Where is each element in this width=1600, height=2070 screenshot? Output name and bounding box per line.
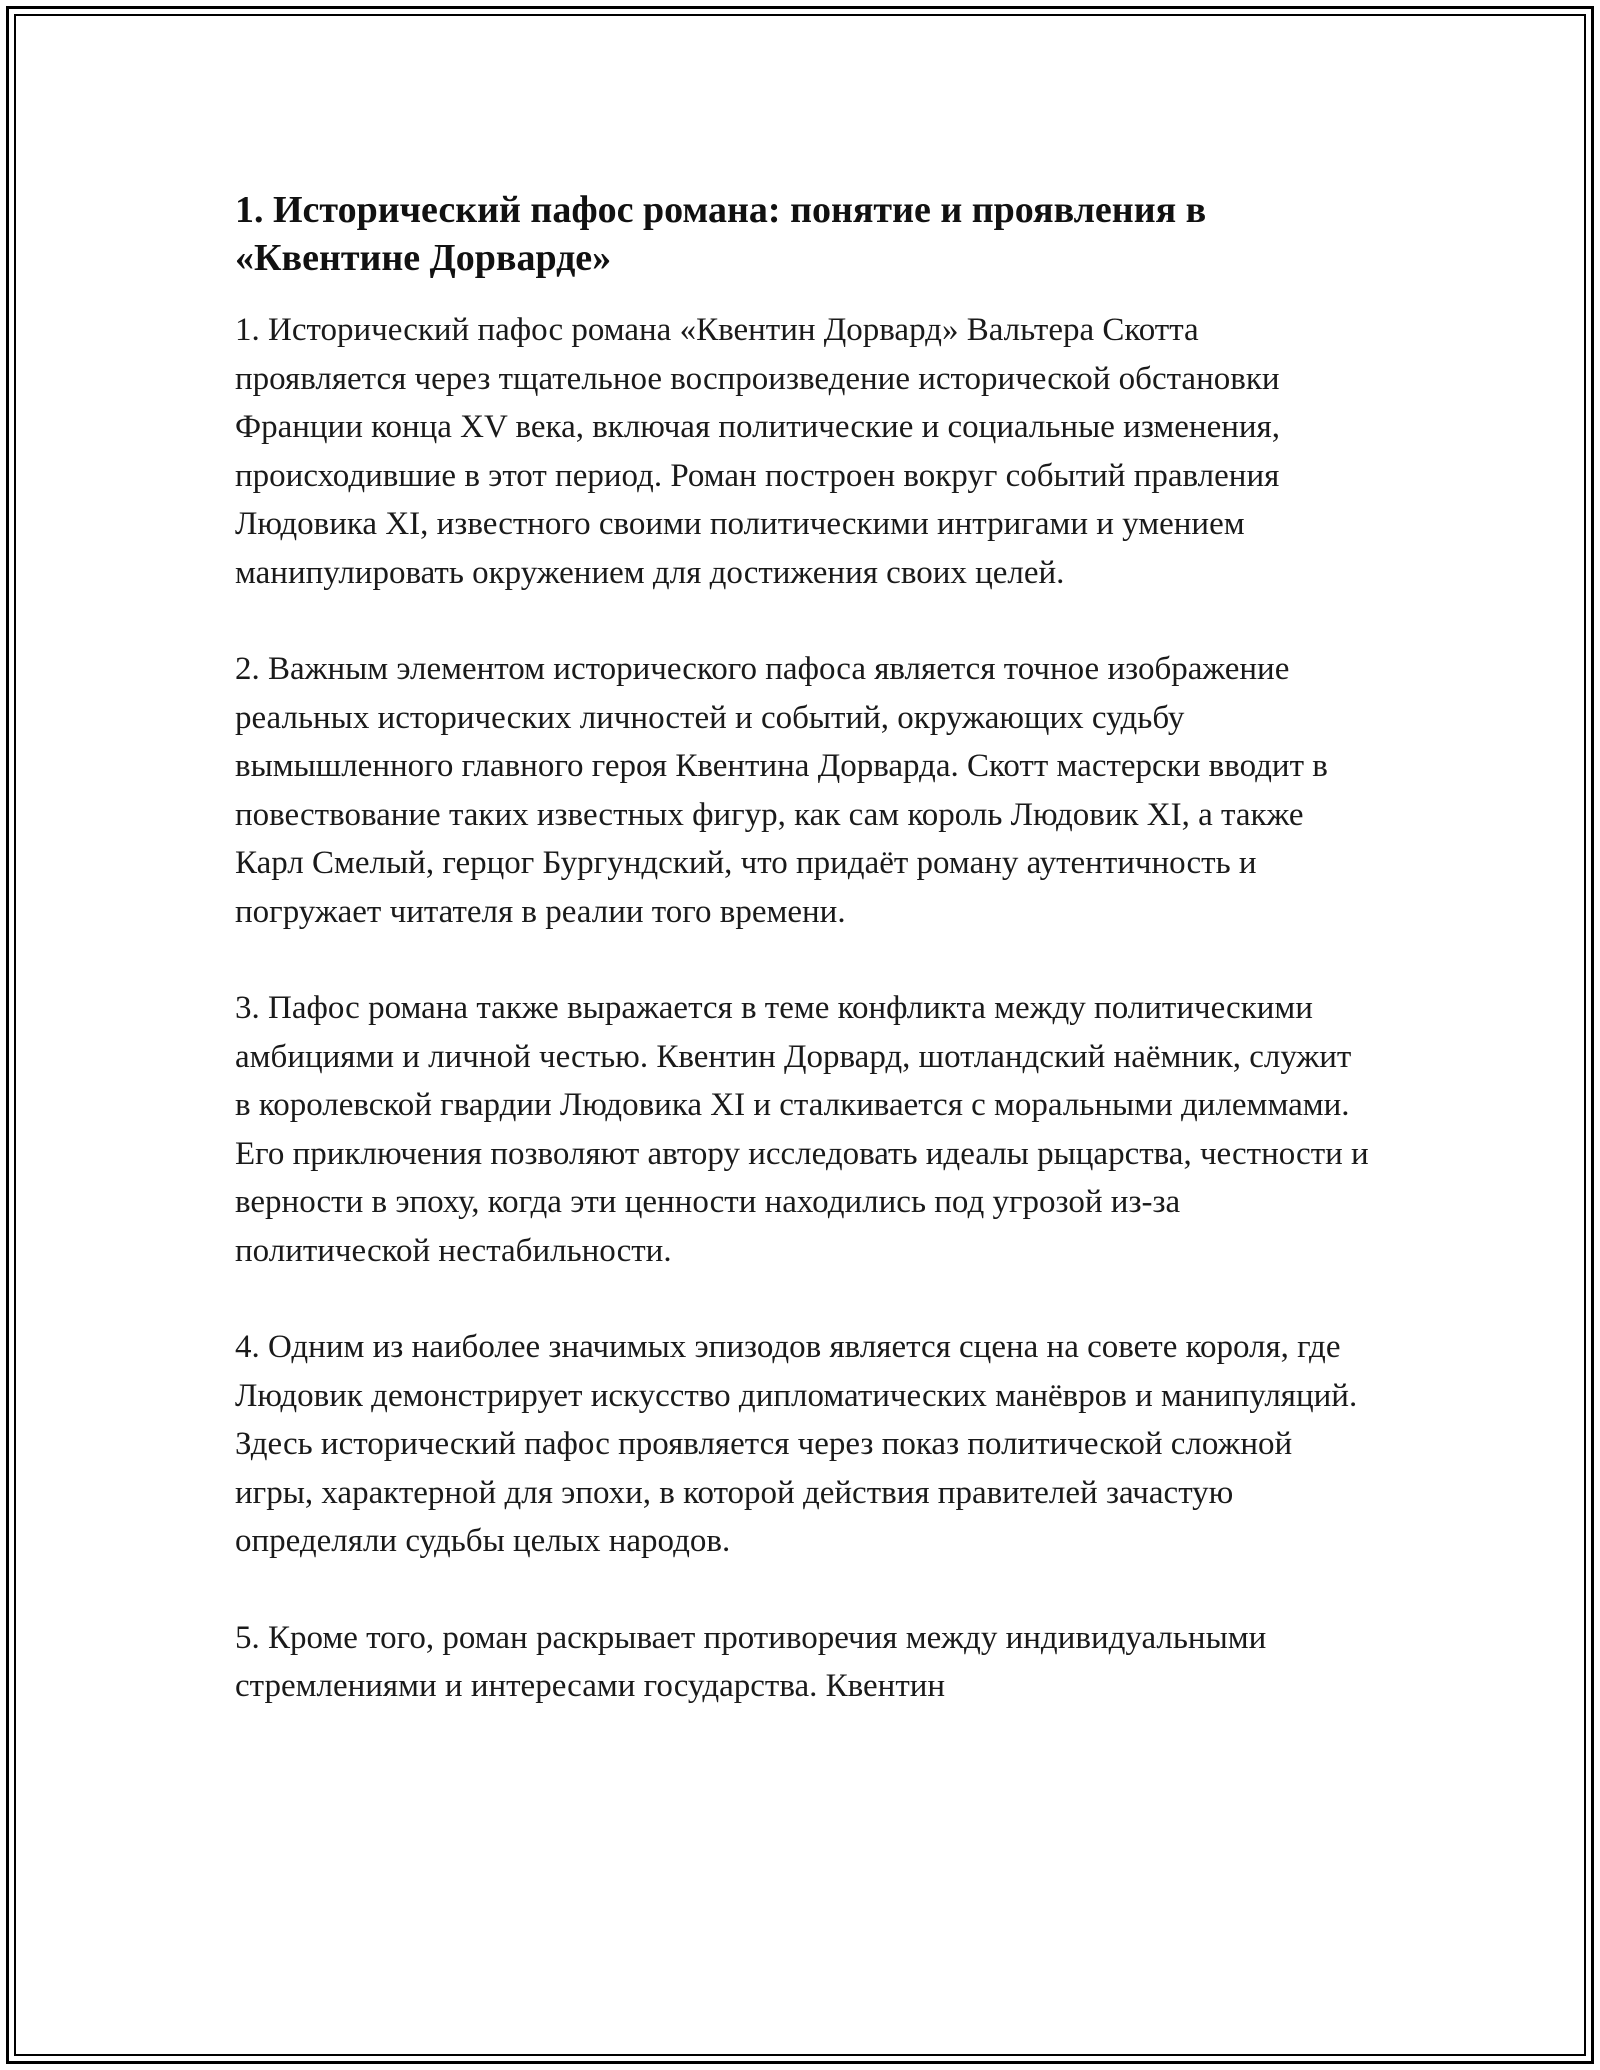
document-body: [235, 186, 1370, 1759]
section-heading: 1. Исторический пафос романа: понятие и проявления в «Квентине Дорварде»: [235, 189, 1207, 279]
paragraph-3: 3. Пафос романа также выражается в теме конфликта между политическими амбициями и личной честью. Квентин Дорвард, шотландский наёмник, служит в королевской гвардии Людовика XI и сталкивается с моральными дилеммами. Его приключения позволяют автору исследовать идеалы рыцарства, честности и верности в эпоху, когда эти ценности находились под угрозой из-за политической нестабильности.: [235, 990, 1369, 1269]
paragraph-4: 4. Одним из наиболее значимых эпизодов является сцена на совете короля, где Людовик демонстрирует искусство дипломатических манёвров и манипуляций. Здесь исторический пафос проявляется через показ политической сложной игры, характерной для эпохи, в которой действия правителей зачастую определяли судьбы целых народов.: [235, 1329, 1358, 1559]
paragraph-1: 1. Исторический пафос романа «Квентин Дорвард» Вальтера Скотта проявляется через тщательное воспроизведение исторической обстановки Франции конца XV века, включая политические и социальные изменения, происходившие в этот период. Роман построен вокруг событий правления Людовика XI, известного своими политическими интригами и умением манипулировать окружением для достижения своих целей.: [235, 312, 1280, 591]
paragraph-5: 5. Кроме того, роман раскрывает противоречия между индивидуальными стремлениями и интересами государства. Квентин: [235, 1619, 1267, 1704]
paragraph-2: 2. Важным элементом исторического пафоса является точное изображение реальных исторических личностей и событий, окружающих судьбу вымышленного главного героя Квентина Дорварда. Скотт мастерски вводит в повествование таких известных фигур, как сам король Людовик XI, а также Карл Смелый, герцог Бургундский, что придаёт роману аутентичность и погружает читателя в реалии того времени.: [235, 651, 1328, 930]
